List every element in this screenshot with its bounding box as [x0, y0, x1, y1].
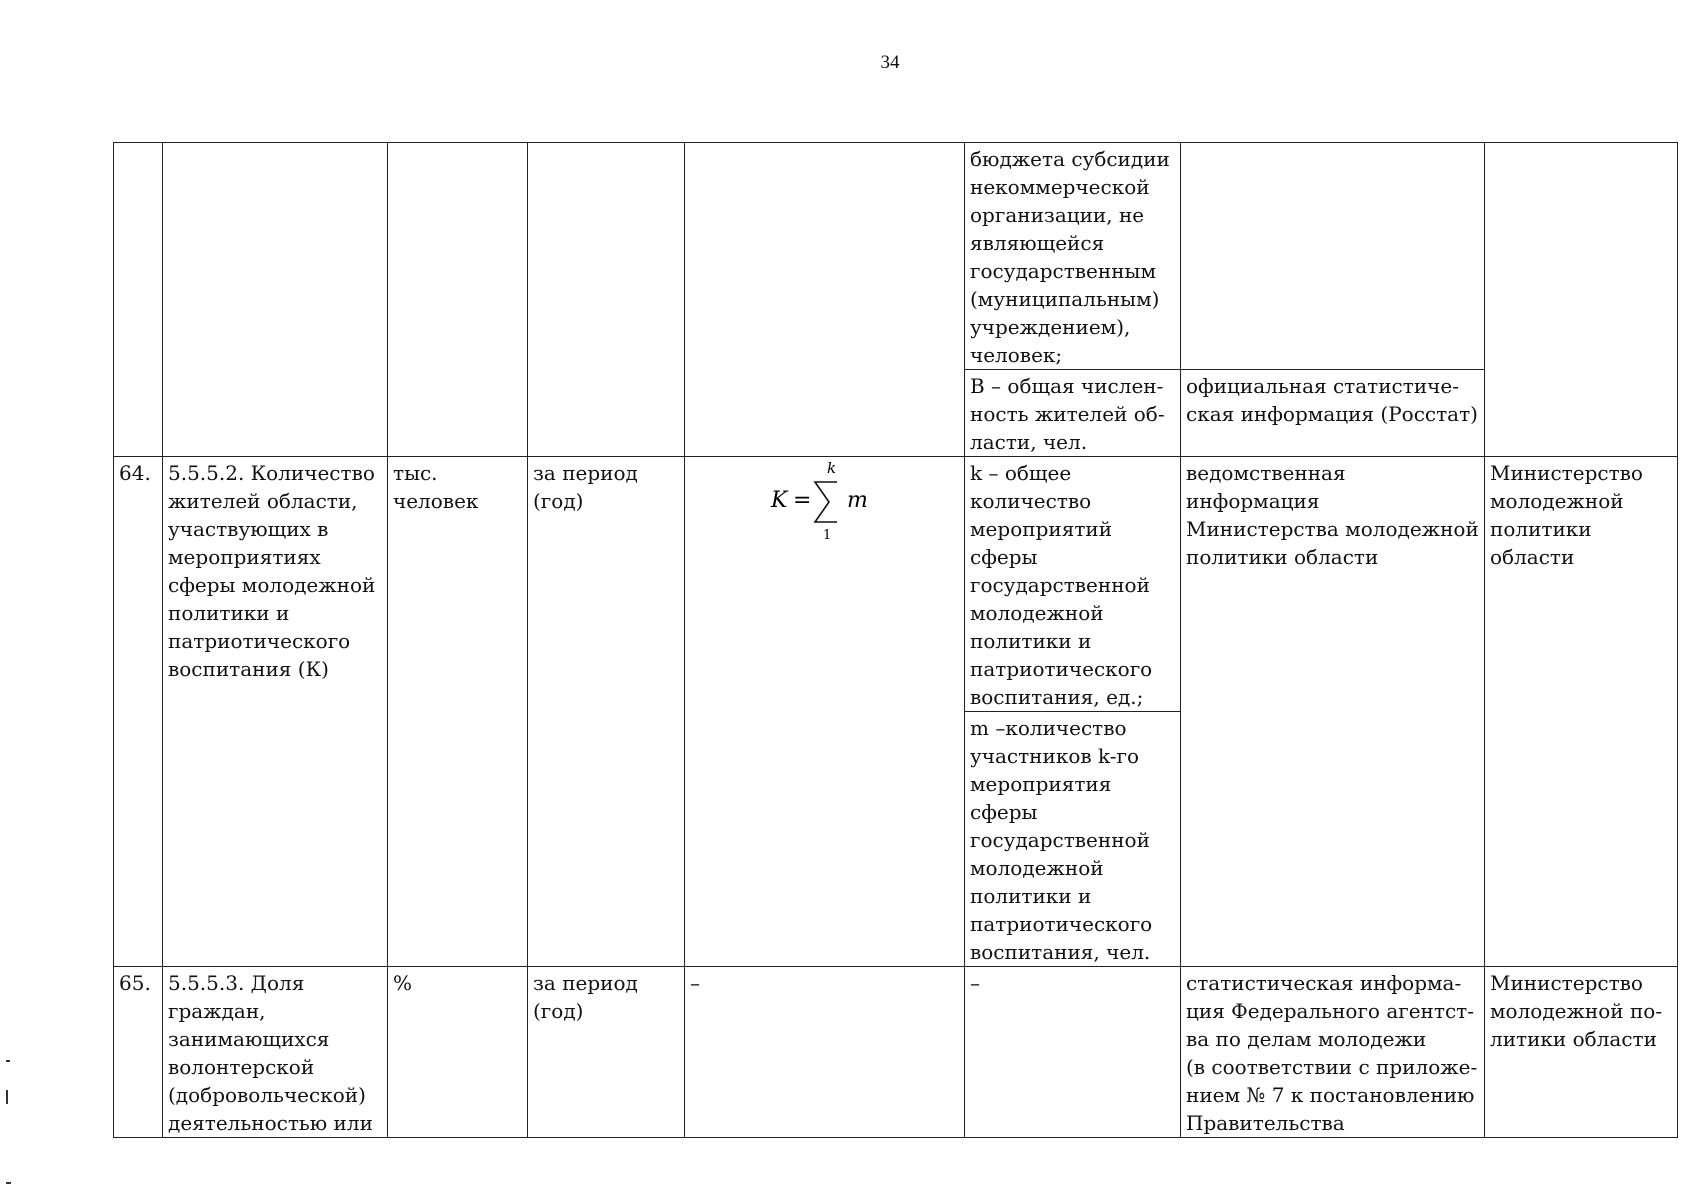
table-row-continuation [114, 143, 1678, 370]
cell-responsible-cont [1485, 143, 1678, 457]
formula-lhs: K [770, 488, 787, 513]
table-row-65 [114, 967, 1678, 1138]
cell-period-64: за период (год) [528, 457, 685, 967]
cell-name-cont [163, 143, 388, 457]
cell-formula-65: – [685, 967, 965, 1138]
cell-source-64: ведомственная информация Министерства молодежной политики области [1181, 457, 1485, 967]
sum-formula [765, 459, 885, 543]
table-row-64 [114, 457, 1678, 712]
cell-denominator-source [1181, 143, 1485, 370]
cell-b-source: официальная статистиче- ская информация (Росстат) [1181, 370, 1485, 457]
cell-unit-cont [388, 143, 528, 457]
cell-formula-cont [685, 143, 965, 457]
formula-lower-limit: 1 [822, 528, 831, 543]
margin-mark [6, 1060, 10, 1062]
cell-components-65: – [965, 967, 1181, 1138]
margin-mark [6, 1090, 8, 1104]
cell-num-64: 64. [114, 457, 163, 967]
cell-k-desc: k – общее количество мероприятий сферы государственной молодежной политики и патриотического воспитания, ед.; [965, 457, 1181, 712]
cell-num-cont [114, 143, 163, 457]
cell-responsible-64: Министерство молодежной политики области [1485, 457, 1678, 967]
sigma-icon [815, 482, 837, 522]
cell-period-cont [528, 143, 685, 457]
formula-equals: = [792, 488, 811, 513]
cell-name-64: 5.5.5.2. Количество жителей области, участвующих в мероприятиях сферы молодежной политики и патриотического воспитания (К) [163, 457, 388, 967]
cell-responsible-65: Министерство молодежной по- литики области [1485, 967, 1678, 1138]
cell-b-desc: В – общая числен- ность жителей об- ласти, чел. [965, 370, 1181, 457]
cell-name-65: 5.5.5.3. Доля граждан, занимающихся волонтерской (добровольческой) деятельностью или [163, 967, 388, 1138]
formula-upper-limit: k [826, 459, 836, 477]
margin-mark [6, 1182, 11, 1184]
indicator-table [113, 142, 1678, 1138]
cell-source-65: статистическая информа- ция Федерального агентст- ва по делам молодежи (в соответствии с приложе- нием № 7 к постановлению Правительства [1181, 967, 1485, 1138]
cell-unit-65: % [388, 967, 528, 1138]
cell-formula-64 [685, 457, 965, 967]
cell-period-65: за период (год) [528, 967, 685, 1138]
cell-num-65: 65. [114, 967, 163, 1138]
cell-m-desc: m –количество участников k-го мероприятия сферы государственной молодежной политики и патриотического воспитания, чел. [965, 712, 1181, 967]
cell-unit-64: тыс. человек [388, 457, 528, 967]
cell-denominator-desc: бюджета субсидии некоммерческой организации, не являющейся государственным (муниципальным) учреждением), человек; [965, 143, 1181, 370]
formula-term: m [846, 488, 868, 513]
sum-formula-graphic [765, 459, 885, 543]
page-number: 34 [880, 52, 900, 73]
